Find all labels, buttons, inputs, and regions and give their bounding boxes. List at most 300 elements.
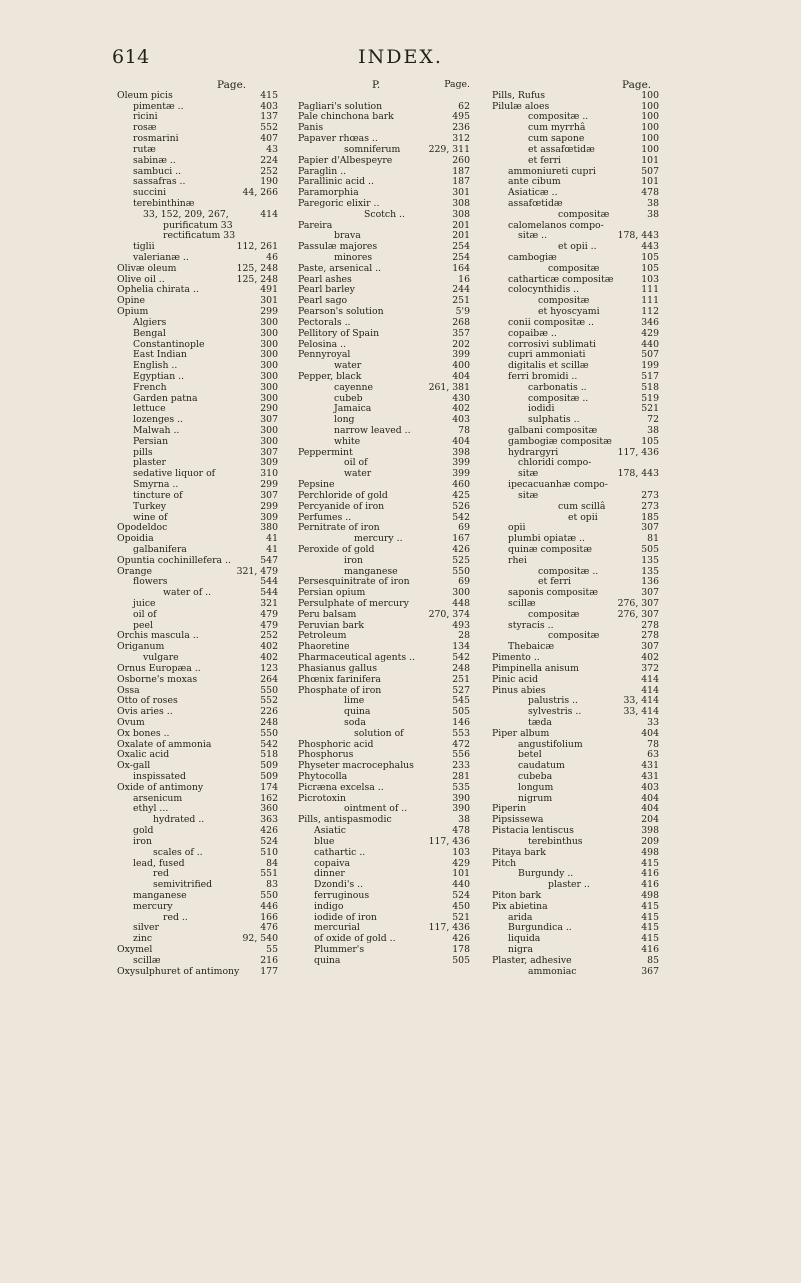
index-term: Persulphate of mercury <box>298 598 409 609</box>
page-ref: 276, 307 <box>617 608 659 620</box>
page-ref: 103 <box>452 846 470 858</box>
index-term: Peru balsam <box>298 608 357 620</box>
index-term: Pectorals .. <box>298 316 351 328</box>
page-ref: 264 <box>260 673 278 685</box>
index-term: lettuce <box>133 403 166 415</box>
page-ref: 403 <box>452 414 470 426</box>
index-entry <box>492 329 659 340</box>
page-ref: 472 <box>452 738 470 750</box>
page-ref: 226 <box>260 706 278 718</box>
page-ref: 224 <box>260 154 278 166</box>
page-ref: 321 <box>260 598 278 609</box>
page-ref: 261, 381 <box>428 381 470 393</box>
page-ref: 446 <box>260 900 278 912</box>
index-entry <box>492 210 659 221</box>
page-ref: 544 <box>260 576 278 588</box>
page-ref: 367 <box>641 965 659 977</box>
index-term: Oxalic acid <box>117 749 170 761</box>
index-entry <box>492 707 659 718</box>
index-entry <box>117 859 278 870</box>
page-ref: 450 <box>452 900 470 912</box>
index-term: succini <box>133 187 167 199</box>
page-ref: 229, 311 <box>428 143 470 155</box>
page-ref: 33, 414 <box>623 695 659 707</box>
page-ref: 270, 374 <box>428 608 470 620</box>
index-term: sylvestris .. <box>528 706 582 718</box>
page-ref: 33, 414 <box>623 706 659 718</box>
page-ref: 273 <box>641 489 659 501</box>
page-ref: 430 <box>452 392 470 404</box>
page-ref: 552 <box>260 122 278 134</box>
index-term: Pitaya bark <box>492 846 546 858</box>
index-term: Dzondi's .. <box>314 879 364 891</box>
index-entry <box>298 242 470 253</box>
index-term: East Indian <box>133 349 187 361</box>
index-term: Perchloride of gold <box>298 489 388 501</box>
page-ref: 498 <box>641 889 659 901</box>
page-ref: 399 <box>452 468 470 480</box>
index-term: Orchis mascula .. <box>117 630 199 642</box>
index-term: Pearl ashes <box>298 273 352 285</box>
index-entry <box>298 686 470 697</box>
index-term: mercurial <box>314 922 360 934</box>
page-ref: 308 <box>452 197 470 209</box>
index-term: Page. <box>217 79 247 91</box>
page-ref: 135 <box>641 554 659 566</box>
index-term: lead, fused <box>133 857 185 869</box>
page-ref: 105 <box>641 262 659 274</box>
page-ref: 307 <box>260 489 278 501</box>
page-ref: 525 <box>452 554 470 566</box>
page-ref: 416 <box>641 868 659 880</box>
page-ref: 174 <box>260 781 278 793</box>
page-ref: 312 <box>452 133 470 145</box>
index-entry <box>117 902 278 913</box>
page-ref: 443 <box>641 241 659 253</box>
index-entry <box>492 394 659 405</box>
index-term: hydrated .. <box>153 814 205 826</box>
index-term: Scotch .. <box>364 208 405 220</box>
index-entry <box>492 437 659 448</box>
page-ref: 402 <box>452 403 470 415</box>
index-term: Perfumes .. <box>298 511 352 523</box>
index-entry <box>117 556 278 567</box>
index-entry <box>298 556 470 567</box>
index-term: Persesquinitrate of iron <box>298 576 410 588</box>
index-entry <box>117 264 278 275</box>
page-ref: 404 <box>452 435 470 447</box>
index-term: water <box>334 360 362 372</box>
page-ref: 273 <box>641 500 659 512</box>
page-ref: 100 <box>641 133 659 145</box>
index-term: nigra <box>508 944 533 955</box>
page-ref: 491 <box>260 284 278 296</box>
page-ref: 162 <box>260 792 278 804</box>
page-ref: 429 <box>452 857 470 869</box>
index-entry <box>492 675 659 686</box>
index-term: cum sapone <box>528 133 585 145</box>
index-term: Egyptian .. <box>133 370 185 382</box>
page-ref: 527 <box>452 684 470 696</box>
index-entry <box>117 956 278 967</box>
page-ref: 251 <box>452 673 470 685</box>
page-ref: 146 <box>452 716 470 728</box>
index-column-1 <box>117 80 278 977</box>
index-term: Ox bones .. <box>117 727 170 739</box>
index-term: ferri bromidi .. <box>508 370 578 382</box>
page-ref: 505 <box>452 706 470 718</box>
index-term: English .. <box>133 360 178 372</box>
index-term: manganese <box>133 889 187 901</box>
index-entry <box>298 91 470 102</box>
page-ref: 137 <box>260 111 278 123</box>
index-entry <box>492 956 659 967</box>
index-term: ammoniac <box>528 965 577 977</box>
index-term: sitæ <box>518 489 539 501</box>
page-ref: 415 <box>641 900 659 912</box>
index-term: Opine <box>117 295 146 307</box>
page-ref: 46 <box>266 252 278 263</box>
index-entry <box>298 502 470 513</box>
index-term: Pelosina .. <box>298 338 347 350</box>
page-ref: 112, 261 <box>236 241 278 253</box>
index-term: rectificatum 33 <box>163 230 236 242</box>
index-term: Pagliari's solution <box>298 100 383 112</box>
page-ref: 431 <box>641 771 659 782</box>
index-term: zinc <box>133 933 153 945</box>
page-ref: 83 <box>266 879 278 891</box>
index-entry <box>492 610 659 621</box>
index-term: terebinthinæ <box>133 197 195 209</box>
page-ref: 509 <box>260 771 278 782</box>
page-ref: 209 <box>641 835 659 847</box>
index-term: styracis .. <box>508 619 554 631</box>
page-ref: 346 <box>641 316 659 328</box>
index-term: Pareira <box>298 219 333 231</box>
page-ref: 478 <box>641 187 659 199</box>
index-term: oil of <box>344 457 368 469</box>
page-ref: 440 <box>452 879 470 891</box>
index-term: Pimpinella anisum <box>492 662 579 674</box>
page-ref: 404 <box>641 803 659 815</box>
page-ref: 524 <box>260 835 278 847</box>
index-entry <box>298 404 470 415</box>
index-entry <box>298 394 470 405</box>
page-ref: 493 <box>452 619 470 631</box>
page-ref: 460 <box>452 479 470 491</box>
index-entry <box>492 145 659 156</box>
page-ref: 136 <box>641 576 659 588</box>
index-term: colocynthidis .. <box>508 284 580 296</box>
page-ref: 276, 307 <box>617 598 659 609</box>
index-term: Phasianus gallus <box>298 662 377 674</box>
page-ref: 519 <box>641 392 659 404</box>
page-ref: 415 <box>260 89 278 101</box>
index-term: somniferum <box>344 143 401 155</box>
index-term: Phosphate of iron <box>298 684 382 696</box>
index-term: compositæ <box>548 262 600 274</box>
page-ref: 44, 266 <box>242 187 278 199</box>
index-term: carbonatis .. <box>528 381 587 393</box>
index-term: compositæ <box>558 208 610 220</box>
index-term: Paregoric elixir .. <box>298 197 380 209</box>
index-term: soda <box>344 716 366 728</box>
index-term: quina <box>314 954 341 966</box>
index-term: Persian <box>133 435 169 447</box>
index-term: chloridi compo- <box>518 457 592 469</box>
index-term: Petroleum <box>298 630 347 642</box>
index-term: Phosphorus <box>298 749 354 761</box>
index-entry <box>298 610 470 621</box>
index-term: water <box>344 468 372 480</box>
index-term: Pearson's solution <box>298 306 384 318</box>
page-ref: 479 <box>260 608 278 620</box>
page-ref: 518 <box>641 381 659 393</box>
index-term: Olivæ oleum <box>117 262 177 274</box>
index-term: Opodeldoc <box>117 522 168 534</box>
index-term: Otto of roses <box>117 695 178 707</box>
index-column-2 <box>298 80 470 967</box>
page-ref: 101 <box>452 868 470 880</box>
index-term: Pipsissewa <box>492 814 544 826</box>
page-ref: 517 <box>641 370 659 382</box>
page-ref: 542 <box>260 738 278 750</box>
page-ref: 509 <box>260 760 278 772</box>
index-term: sitæ .. <box>518 230 548 242</box>
index-term: palustris .. <box>528 695 579 707</box>
index-entry <box>492 902 659 913</box>
index-entry <box>298 426 470 437</box>
index-term: iron <box>344 554 364 566</box>
page-ref: 357 <box>452 327 470 339</box>
index-entry <box>298 902 470 913</box>
index-term: juice <box>133 598 156 609</box>
page-ref: 542 <box>452 511 470 523</box>
page-ref: 507 <box>641 349 659 361</box>
page-ref: 300 <box>260 360 278 372</box>
page-ref: 542 <box>452 652 470 664</box>
page-ref: 117, 436 <box>428 835 470 847</box>
index-entry <box>298 448 470 459</box>
page-ref: 415 <box>641 933 659 945</box>
page-ref: 307 <box>641 641 659 653</box>
index-term: conii compositæ .. <box>508 316 594 328</box>
page-ref: 177 <box>260 965 278 977</box>
index-term: narrow leaved .. <box>334 425 411 436</box>
page-ref: 300 <box>260 370 278 382</box>
index-term: Peppermint <box>298 446 353 458</box>
index-term: Pistacia lentiscus <box>492 825 574 837</box>
index-entry <box>298 80 470 91</box>
index-term: Asiatic <box>314 825 346 837</box>
index-term: caudatum <box>518 760 565 772</box>
page-ref: 38 <box>458 814 470 826</box>
page-ref: 92, 540 <box>242 933 278 945</box>
index-entry <box>492 729 659 740</box>
index-term: galbani compositæ <box>508 425 598 436</box>
page-ref: 415 <box>641 857 659 869</box>
page-ref: 402 <box>641 652 659 664</box>
page-ref: 111 <box>641 284 659 296</box>
page-ref: 415 <box>641 911 659 923</box>
index-term: minores <box>334 252 373 263</box>
index-entry <box>298 675 470 686</box>
index-term: Opium <box>117 306 149 318</box>
page-number: 614 <box>112 46 150 68</box>
index-term: Pinus abies <box>492 684 546 696</box>
page-ref: 553 <box>452 727 470 739</box>
index-entry <box>117 675 278 686</box>
index-term: Burgundy .. <box>518 868 574 880</box>
page-ref: 310 <box>260 468 278 480</box>
page-ref: 233 <box>452 760 470 772</box>
index-term: Piperin <box>492 803 527 815</box>
page-ref: 550 <box>260 684 278 696</box>
index-entry <box>117 502 278 513</box>
index-entry <box>298 707 470 718</box>
page-ref: 498 <box>641 846 659 858</box>
page-ref: 416 <box>641 944 659 955</box>
page-ref: 123 <box>260 662 278 674</box>
index-term: P. <box>372 79 381 91</box>
index-term: ethyl ... <box>133 803 169 815</box>
index-term: rutæ <box>133 143 156 155</box>
index-term: Persian opium <box>298 587 366 599</box>
index-entry <box>117 329 278 340</box>
page-ref: 166 <box>260 911 278 923</box>
index-term: Phytocolla <box>298 771 348 782</box>
index-entry <box>298 696 470 707</box>
index-term: Passulæ majores <box>298 241 378 253</box>
page-ref: 117, 436 <box>617 446 659 458</box>
page-ref: 38 <box>647 208 659 220</box>
index-term: iodide of iron <box>314 911 377 923</box>
index-term: Peruvian bark <box>298 619 365 631</box>
index-term: Paramorphia <box>298 187 359 199</box>
index-entry <box>492 783 659 794</box>
page-ref: 545 <box>452 695 470 707</box>
page-ref: 251 <box>452 295 470 307</box>
index-term: et ferri <box>528 154 561 166</box>
page-ref: 300 <box>260 327 278 339</box>
index-term: long <box>334 414 355 426</box>
page-ref: 278 <box>641 630 659 642</box>
page-ref: 105 <box>641 435 659 447</box>
index-term: Constantinople <box>133 338 205 350</box>
index-entry <box>492 567 659 578</box>
index-term: catharticæ compositæ <box>508 273 614 285</box>
index-term: Pepsine <box>298 479 335 491</box>
index-term: et opii .. <box>558 241 597 253</box>
page-ref: 190 <box>260 176 278 188</box>
index-term: ante cibum <box>508 176 561 188</box>
page-ref: 299 <box>260 479 278 491</box>
page-ref: 321, 479 <box>236 565 278 577</box>
index-term: terebinthus <box>528 835 583 847</box>
index-term: silver <box>133 922 159 934</box>
page-ref: 55 <box>266 944 278 955</box>
index-term: French <box>133 381 167 393</box>
page-ref: 363 <box>260 814 278 826</box>
index-term: Ox-gall <box>117 760 151 772</box>
page-ref: 252 <box>260 630 278 642</box>
page-ref: 521 <box>452 911 470 923</box>
index-term: et assafœtidæ <box>528 143 595 155</box>
page-ref: 399 <box>452 457 470 469</box>
page-ref: 300 <box>260 425 278 436</box>
index-term: copaiva <box>314 857 351 869</box>
index-term: Opoidia <box>117 533 154 545</box>
page-ref: 518 <box>260 749 278 761</box>
index-term: galbanifera <box>133 543 187 555</box>
page-ref: 117, 436 <box>428 922 470 934</box>
index-term: Plaster, adhesive <box>492 954 572 966</box>
page-ref: 164 <box>452 262 470 274</box>
page-ref: 301 <box>452 187 470 199</box>
index-term: ointment of .. <box>344 803 408 815</box>
index-term: betel <box>518 749 542 761</box>
index-term: Osborne's moxas <box>117 673 198 685</box>
page-ref: 69 <box>458 576 470 588</box>
page-ref: 550 <box>260 727 278 739</box>
index-entry <box>117 437 278 448</box>
page-ref: 402 <box>260 652 278 664</box>
page-ref: 426 <box>260 825 278 837</box>
page-ref: 63 <box>647 749 659 761</box>
index-term: et opii <box>568 511 598 523</box>
page-ref: 185 <box>641 511 659 523</box>
page-ref: 69 <box>458 522 470 534</box>
page-ref: 201 <box>452 230 470 242</box>
page-ref: 551 <box>260 868 278 880</box>
index-entry <box>117 967 278 978</box>
page-ref: 78 <box>647 738 659 750</box>
index-term: cupri ammoniati <box>508 349 586 361</box>
index-term: Ovum <box>117 716 145 728</box>
page-ref: 252 <box>260 165 278 177</box>
index-term: Thebaicæ <box>508 641 555 653</box>
page-ref: 178, 443 <box>617 468 659 480</box>
index-term: Opuntia cochinillefera .. <box>117 554 231 566</box>
page-ref: 201 <box>452 219 470 231</box>
page-ref: 300 <box>260 381 278 393</box>
index-term: mercury .. <box>354 533 403 545</box>
page-ref: 360 <box>260 803 278 815</box>
index-term: cathartic .. <box>314 846 366 858</box>
index-term: cum myrrhâ <box>528 122 586 134</box>
page-ref: 300 <box>260 392 278 404</box>
index-term: Phœnix farinifera <box>298 673 381 685</box>
index-term: purificatum 33 <box>163 219 233 231</box>
page-ref: 510 <box>260 846 278 858</box>
page-ref: 390 <box>452 792 470 804</box>
index-term: ammoniureti cupri <box>508 165 596 177</box>
page-ref: 101 <box>641 154 659 166</box>
index-term: gold <box>133 825 154 837</box>
index-entry <box>298 848 470 859</box>
page-ref: 505 <box>452 954 470 966</box>
index-term: sabinæ .. <box>133 154 176 166</box>
page-ref: 100 <box>641 111 659 123</box>
index-term: lime <box>344 695 365 707</box>
index-term: manganese <box>344 565 398 577</box>
page-ref: 526 <box>452 500 470 512</box>
index-entry <box>492 156 659 167</box>
page-ref: 415 <box>641 922 659 934</box>
index-entry <box>492 383 659 394</box>
index-term: peel <box>133 619 153 631</box>
page-ref: 308 <box>452 208 470 220</box>
